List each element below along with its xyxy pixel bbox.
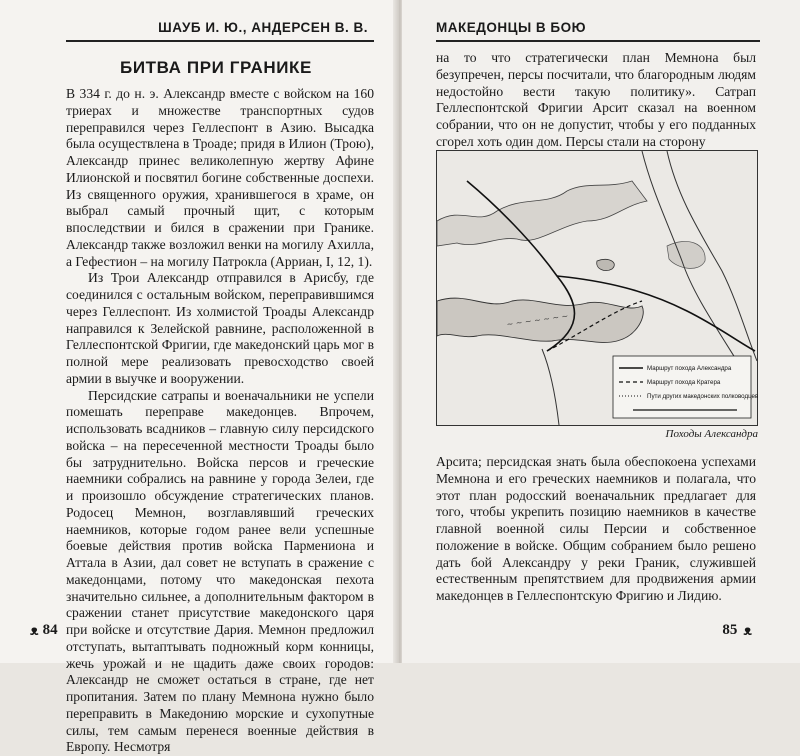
legend-item: Маршрут похода Александра bbox=[647, 365, 732, 372]
paragraph: Персидские сатрапы и военачальники не успели помешать переправе македонцев. Впрочем, использовать всадников – главную силу персидского войска – на пересеченной местности Троады было бы затруднительно. Войска персов и греческие наемники собрались на равнине у города Зелеи, где и произошло обсуждение стратегических планов. Родосец Мемнон, возглавлявший греческих наемников, которые годом ранее вели успешные боевые действия против войска Пармениона и Аттала в Азии, дал совет не вступать в сражение с македонцами, потому что македонская пехота значительно сильнее, а дополнительным фактором в сражении станет присутствие македонского царя при войске и отсутствие Дария. Мемнон предложил отступать, вытаптывать подножный корм конницы, жечь урожай и не щадить даже своих городов: Александр не сможет остаться в стране, где нет пропитания. Затем по плану Мемнона нужно было переправить в Македонию морские и сухопутные силы, тем самым перенеся военные действия в Европу. Несмотря bbox=[66, 388, 374, 756]
paragraph: Арсита; персидская знать была обеспокоена успехами Мемнона и его греческих наемников и полагала, что этот план родосский военачальник предлагает для того, чтобы укрепить позицию наемников в качестве главной военной силы Персии и собственное положение в войске. Общим собранием было решено дать бой Александру у реки Граник, служившей естественным препятствием для продвижения армии македонцев в Геллеспонтскую Фригию и Лидию. bbox=[436, 454, 756, 605]
ornament-icon: ᴥ bbox=[743, 622, 750, 639]
paragraph: В 334 г. до н. э. Александр вместе с войском на 160 триерах и множестве транспортных судов переправился через Геллеспонт в Азию. Высадка была осуществлена в Троаде; придя в Илион (Трою), Александр принес великолепную жертву Афине Илионской и посвятил богине собственные доспехи. Из священного оружия, хранившегося в храме, он выбрал самый прочный щит, с которым впоследствии и бился в сражении при Гранике. Александр также возложил венки на могилу Ахилла, а Гефестион – на могилу Патрокла (Арриан, I, 12, 1). bbox=[66, 86, 374, 270]
page-number-left bbox=[30, 622, 58, 639]
right-body-text-top bbox=[436, 50, 756, 151]
page-number: 85 bbox=[722, 622, 737, 639]
left-body-text bbox=[66, 86, 374, 756]
right-page bbox=[402, 0, 800, 663]
page-number-right bbox=[722, 622, 750, 639]
running-head-right: МАКЕДОНЦЫ В БОЮ bbox=[436, 20, 586, 35]
header-rule bbox=[436, 40, 760, 42]
paragraph: на то что стратегически план Мемнона был безупречен, персы посчитали, что благородным людям недостойно вести такую политику». Сатрап Геллеспонтской Фригии Арсит сказал на военном собрании, что он не допустит, чтобы у его подданных сгорел хоть один дом. Персы стали на сторону bbox=[436, 50, 756, 151]
chapter-title: БИТВА ПРИ ГРАНИКЕ bbox=[66, 58, 366, 78]
legend-item: Пути других македонских полководцев bbox=[647, 393, 759, 400]
running-head-left: ШАУБ И. Ю., АНДЕРСЕН В. В. bbox=[158, 20, 368, 35]
map-caption: Походы Александра bbox=[666, 428, 758, 440]
ornament-icon: ᴥ bbox=[30, 622, 37, 639]
paragraph: Из Трои Александр отправился в Арисбу, где соединился с остальным войском, переправившимся через Геллеспонт. Из холмистой Троады Александр направился к Зелейской равнине, расположенной в Геллеспонтской Фригии, где македонский царь мог в полной мере реализовать превосходство своей армии в выучке и вооружении. bbox=[66, 270, 374, 387]
map-legend bbox=[613, 356, 759, 418]
map-drawing bbox=[437, 151, 757, 425]
campaign-map bbox=[436, 150, 758, 426]
header-rule bbox=[66, 40, 374, 42]
legend-item: Маршрут похода Кратера bbox=[647, 379, 721, 386]
page-number: 84 bbox=[43, 622, 58, 639]
left-page bbox=[0, 0, 398, 663]
right-body-text-bottom bbox=[436, 454, 756, 605]
svg-text:~ ~ ~ ~ ~ ~ ~: ~ ~ ~ ~ ~ ~ ~ bbox=[506, 311, 569, 329]
